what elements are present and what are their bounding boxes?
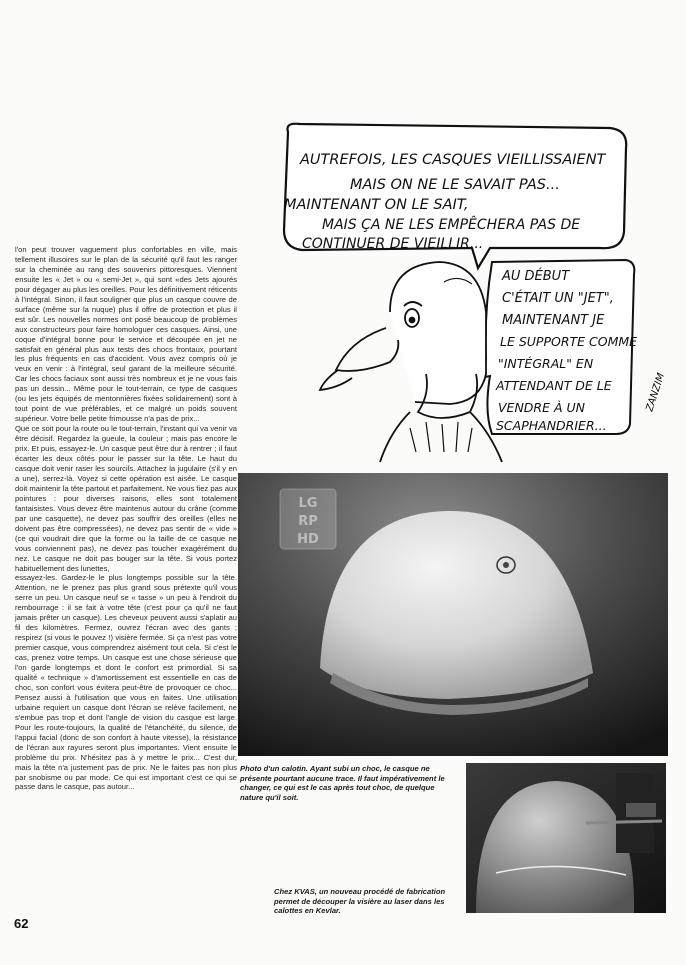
cartoon-illustration [240, 112, 672, 472]
bubble-top-line-3: MAINTENANT ON LE SAIT, [284, 197, 469, 213]
bubble-right-line-1: AU DÉBUT [502, 269, 570, 284]
helmet-shell-photo [238, 473, 668, 756]
bubble-top-line-1: AUTREFOIS, LES CASQUES VIEILLISSAIENT [300, 152, 606, 168]
bubble-top-line-4: MAIS ÇA NE LES EMPÊCHERA PAS DE [322, 217, 581, 233]
watermark-line-1: LG [298, 496, 318, 511]
photo-caption-2: Chez KVAS, un nouveau procédé de fabrication permet de découper la visière au laser dans les calottes en Kevlar. [274, 887, 446, 915]
bubble-top-line-2: MAIS ON NE LE SAVAIT PAS... [350, 177, 560, 193]
bubble-right-line-4: LE SUPPORTE COMME [500, 334, 638, 349]
bubble-right-line-8: SCAPHANDRIER... [496, 418, 607, 433]
bubble-right-line-6: ATTENDANT DE LE [496, 378, 612, 393]
bubble-right-line-3: MAINTENANT JE [502, 313, 605, 328]
cartoon-signature: ZANZIM [644, 371, 668, 413]
bubble-right-line-7: VENDRE À UN [498, 400, 586, 415]
page-number: 62 [14, 916, 29, 931]
cartoon-character [320, 262, 502, 462]
photo-caption-1: Photo d'un calotin. Ayant subi un choc, le casque ne présente pourtant aucune trace. Il faut impérativement le changer, ce qui est le cas après tout choc, de quelque nature qu'il soit. [240, 764, 445, 802]
bubble-right-line-5: "INTÉGRAL" EN [498, 356, 594, 371]
helmet-shell-image [238, 473, 668, 756]
watermark-line-3: HD [297, 532, 319, 547]
article-body-text: l'on peut trouver vaguement plus confortables en ville, mais tellement illusoires sur le plan de la sécurité qu'il faut les ranger sur la cheminée au rang des souvenirs pittoresques. Viennent ensuite les « Jet » ou « semi-Jet », qui sont «des Jets ajourés pour dégager au plus les oreilles. Pour les définitivement réticents à l'intégral. Sinon, il faut souligner que plus un casque couvre de surface (même sur la nuque) plus il offre de protection et plus il est sûr. Les nouvelles normes ont posé beaucoup de problèmes aux constructeurs pour faire homologuer ces casques. Ainsi, une coque d'intégral bonne pour le service et découpée en jet ne satisfait en général plus aux tests des chocs frontaux, pourtant les plus fréquents en cas d'accident. Vous avez compris où je veux en venir : à l'intégral, seul garant de la meilleure sécurité. Car les chocs faciaux sont aussi très nombreux et je ne vous fais pas un dessin... Même pour le tout-terrain, ce type de casques (ou les jets équipés de mentonnières fixées solidairement) sont à tout point de vue préférables, et ce malgré un poids souvent supérieur. Votre belle petite frimousse n'a pas de prix... Que ce soit pour la route ou le tout-terrain, l'instant qui va venir va être décisif. Regardez la gueule, la couleur ; mais pas encore le prix. Et puis, essayez-le. Un casque peut être dur à rentrer ; il faut écarter les deux côtés pour le passer sur la tête. Le haut du casque doit venir raser les sourcils. Attachez la jugulaire (s'il y en a une), serrez-là. Voyez si cette opération est aisée. Le casque doit maintenir la tête partout et parfaitement. Ne vous fiez pas aux pointures : pour diverses raisons, elles sont totalement fantaisistes. Vous devez être maintenus autour du crâne (comme par une casquette), ne devez pas souffrir des oreilles (elles ne doivent pas être compressées), ne devez pas sentir de « vide » (ce qui voudrait dire que la forme ou la taille de ce casque ne vous conviennent pas), ne devez pas toucher exagérément du nez. Le casque ne doit pas bouger sur la tête. Si vous portez habituellement des lunettes, essayez-les. Gardez-le le plus longtemps possible sur la tête. Attention, ne le prenez pas plus grand sous prétexte qu'il vous serre un peu. Un casque neuf se « tasse » un peu à l'endroit du rembourrage : il se fait à votre tête (c'est pour ça qu'il ne faut jamais prêter un casque). Les cheveux peuvent aussi s'aplatir au fil des kilomètres. Fermez, ouvrez l'écran avec des gants ; respirez (si vous le pouvez !) visière fermée. Si ça n'est pas votre premier casque, vous comprendrez aisément tout cela. Si c'est le cas, prenez votre temps. Un casque est une chose sérieuse que l'on garde longtemps et dont le confort est primordial. Si sa qualité « technique » d'amortissement est essentielle en cas de choc, son confort vous évitera peut-être de provoquer ce choc... Pensez aussi à l'utilisation que vous en faites. Une utilisation urbaine requiert un casque dont l'écran se relève facilement, ne s'embue pas trop et dont l'angle de vision du casque est large. Pour les route-toujours, la qualité de l'étanchéité, du silence, de l'appui facial (donc de son confort à haute vitesse), la résistance de l'écran aux rayures seront plus importantes. Vient ensuite le problème du prix. N'hésitez pas à y mettre le prix... C'est dur, mais la tête n'a justement pas de prix. Ne le faites pas non plus par snobisme ou par mode. Ce qui est important c'est ce qui se passe dans le casque, pas autour... [15, 245, 237, 792]
watermark-line-2: RP [298, 514, 318, 529]
laser-cutting-photo [466, 763, 666, 913]
bubble-right-line-2: C'ÉTAIT UN "JET", [502, 291, 614, 306]
laser-cutting-image [466, 763, 666, 913]
bubble-top-line-5: CONTINUER DE VIEILLIR... [302, 236, 484, 252]
